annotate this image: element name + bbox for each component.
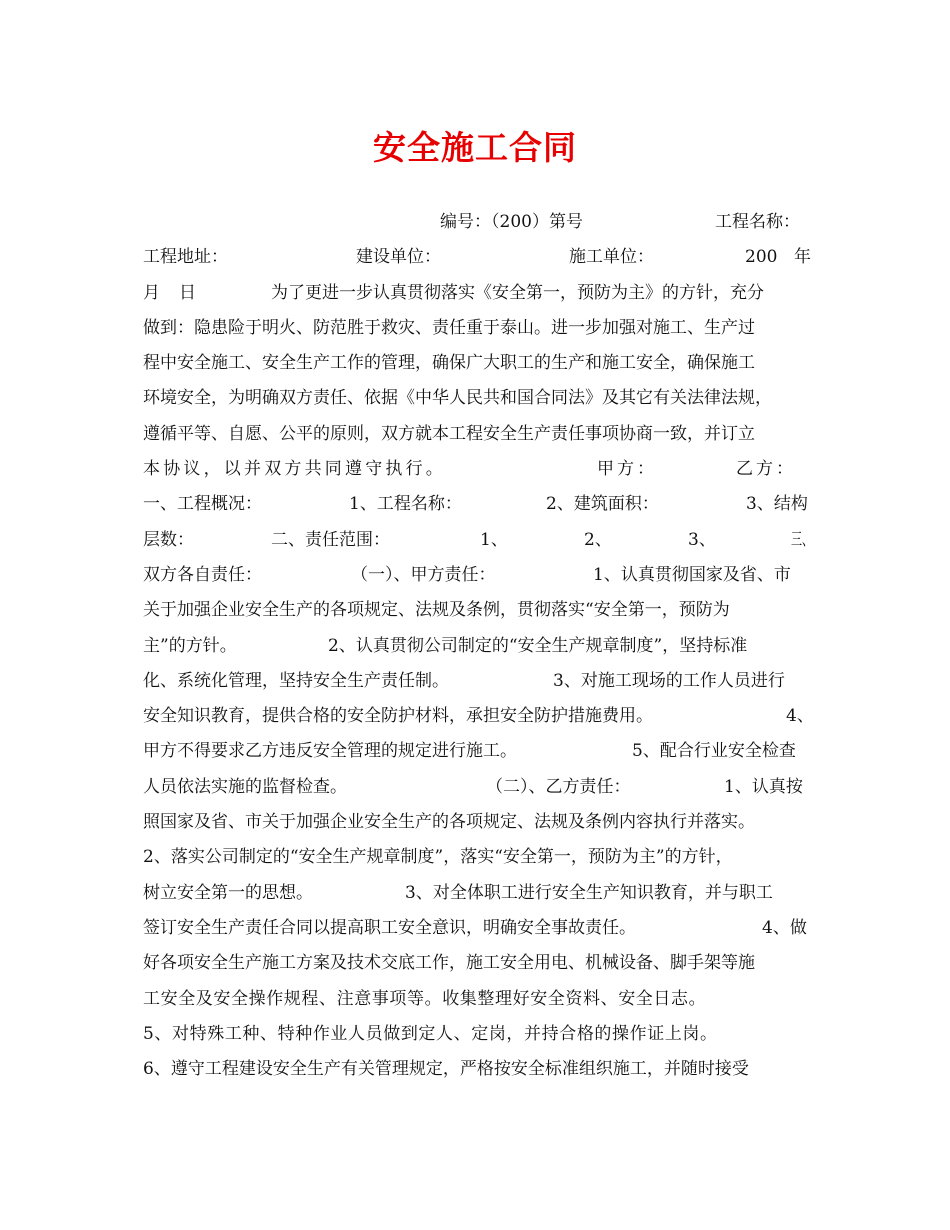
party-b-duty-3: 3、对全体职工进行安全生产知识教育，并与职工 — [405, 882, 773, 903]
party-b-duty-2-end: 树立安全第一的思想。 — [143, 882, 313, 903]
party-b-duty-4-cont-line: 好各项安全生产施工方案及技术交底工作，施工安全用电、机械设备、脚手架等施 — [143, 953, 755, 974]
party-a-label: 甲方： — [597, 459, 657, 480]
preamble-line: 做到：隐患险于明火、防范胜于救灾、责任重于泰山。进一步加强对施工、生产过 — [143, 317, 755, 338]
construction-unit-label: 建设单位： — [356, 247, 441, 268]
section-2-heading: 二、责任范围： — [271, 529, 390, 550]
date-year-prefix: 200 — [745, 247, 778, 268]
party-b-duty-1-line: 照国家及省、市关于加强企业安全生产的各项规定、法规及条例内容执行并落实。 — [143, 812, 755, 833]
party-a-duty-5-line — [143, 734, 813, 769]
section-2-line — [143, 523, 813, 558]
section-3-heading-cont: 双方各自责任： — [143, 564, 262, 585]
section-3-line — [143, 558, 813, 593]
party-b-duty-3-end: 签订安全生产责任合同以提高职工安全意识，明确安全事故责任。 — [143, 917, 636, 938]
party-a-duty-2: 2、认真贯彻公司制定的“安全生产规章制度”，坚持标准 — [328, 635, 748, 656]
party-a-duty-5: 5、配合行业安全检查 — [632, 741, 796, 762]
preamble-line: 遵循平等、自愿、公平的原则，双方就本工程安全生产责任事项协商一致，并订立 — [143, 423, 755, 444]
date-year: 年 — [794, 247, 811, 268]
party-b-duty-6-line: 6、遵守工程建设安全生产有关管理规定，严格按安全标准组织施工，并随时接受 — [143, 1059, 749, 1080]
section-2-item-1: 1、 — [480, 529, 508, 550]
party-a-duty-3-line — [143, 664, 813, 699]
party-b-duties-line — [143, 770, 813, 805]
section-1-item-3-cont: 层数： — [143, 529, 194, 550]
section-1-line — [143, 487, 813, 522]
party-a-duty-1: 1、认真贯彻国家及省、市 — [593, 564, 791, 585]
document-title: 安全施工合同 — [373, 128, 577, 167]
party-b-duty-4: 4、做 — [762, 917, 807, 938]
party-b-duties-heading: （二）、乙方责任： — [486, 776, 631, 797]
party-b-duty-3-line — [143, 876, 813, 911]
party-a-duty-3-end: 安全知识教育，提供合格的安全防护材料，承担安全防护措施费用。 — [143, 706, 653, 727]
section-1-heading: 一、工程概况： — [143, 494, 262, 515]
contract-body — [143, 205, 813, 1087]
preamble-end: 本协议，以并双方共同遵守执行。 — [143, 459, 446, 480]
preamble-end-line — [143, 452, 813, 487]
section-1-item-3: 3、结构 — [746, 494, 808, 515]
party-a-duty-1-end: 主”的方针。 — [143, 635, 237, 656]
party-a-duty-4-end: 甲方不得要求乙方违反安全管理的规定进行施工。 — [143, 741, 517, 762]
party-a-duty-5-end: 人员依法实施的监督检查。 — [143, 776, 347, 797]
party-a-duty-2-end: 化、系统化管理，坚持安全生产责任制。 — [143, 670, 449, 691]
preamble-start: 为了更进一步认真贯彻落实《安全第一，预防为主》的方针，充分 — [271, 282, 764, 303]
party-a-duty-3: 3、对施工现场的工作人员进行 — [553, 670, 785, 691]
section-3-heading: 三、 — [791, 529, 813, 550]
section-2-item-3: 3、 — [688, 529, 716, 550]
date-month: 月 — [143, 282, 160, 303]
builder-unit-label: 施工单位： — [569, 247, 654, 268]
date-day: 日 — [179, 282, 196, 303]
party-b-duty-2-line: 2、落实公司制定的“安全生产规章制度”，落实“安全第一，预防为主”的方针， — [143, 847, 733, 868]
party-b-duty-5-line: 5、对特殊工种、特种作业人员做到定人、定岗，并持合格的操作证上岗。 — [143, 1023, 718, 1044]
party-b-label: 乙方： — [736, 459, 796, 480]
party-a-duty-1-line: 关于加强企业安全生产的各项规定、法规及条例，贯彻落实“安全第一，预防为 — [143, 600, 730, 621]
section-1-item-2: 2、建筑面积： — [546, 494, 659, 515]
serial-number-label: 编号：（200）第号 — [440, 212, 583, 232]
section-2-item-2: 2、 — [584, 529, 612, 550]
preamble-line: 程中安全施工、安全生产工作的管理，确保广大职工的生产和施工安全，确保施工 — [143, 353, 755, 374]
preamble-line: 环境安全，为明确双方责任、依据《中华人民共和国合同法》及其它有关法律法规， — [143, 388, 772, 409]
party-a-duty-4: 4、 — [786, 706, 814, 727]
party-a-duty-4-line — [143, 699, 813, 734]
party-b-duty-4-end-line: 工安全及安全操作规程、注意事项等。收集整理好安全资料、安全日志。 — [143, 988, 707, 1009]
header-line-parties — [143, 240, 813, 275]
party-a-duties-heading: （一）、甲方责任： — [351, 564, 496, 585]
section-1-item-1: 1、工程名称： — [349, 494, 462, 515]
project-name-label: 工程名称： — [715, 212, 800, 232]
party-a-duty-2-line — [143, 629, 813, 664]
project-address-label: 工程地址： — [143, 247, 228, 268]
party-b-duty-4-line — [143, 911, 813, 946]
date-and-preamble-line — [143, 276, 813, 311]
party-b-duty-1: 1、认真按 — [724, 776, 803, 797]
header-line-serial — [143, 205, 813, 240]
